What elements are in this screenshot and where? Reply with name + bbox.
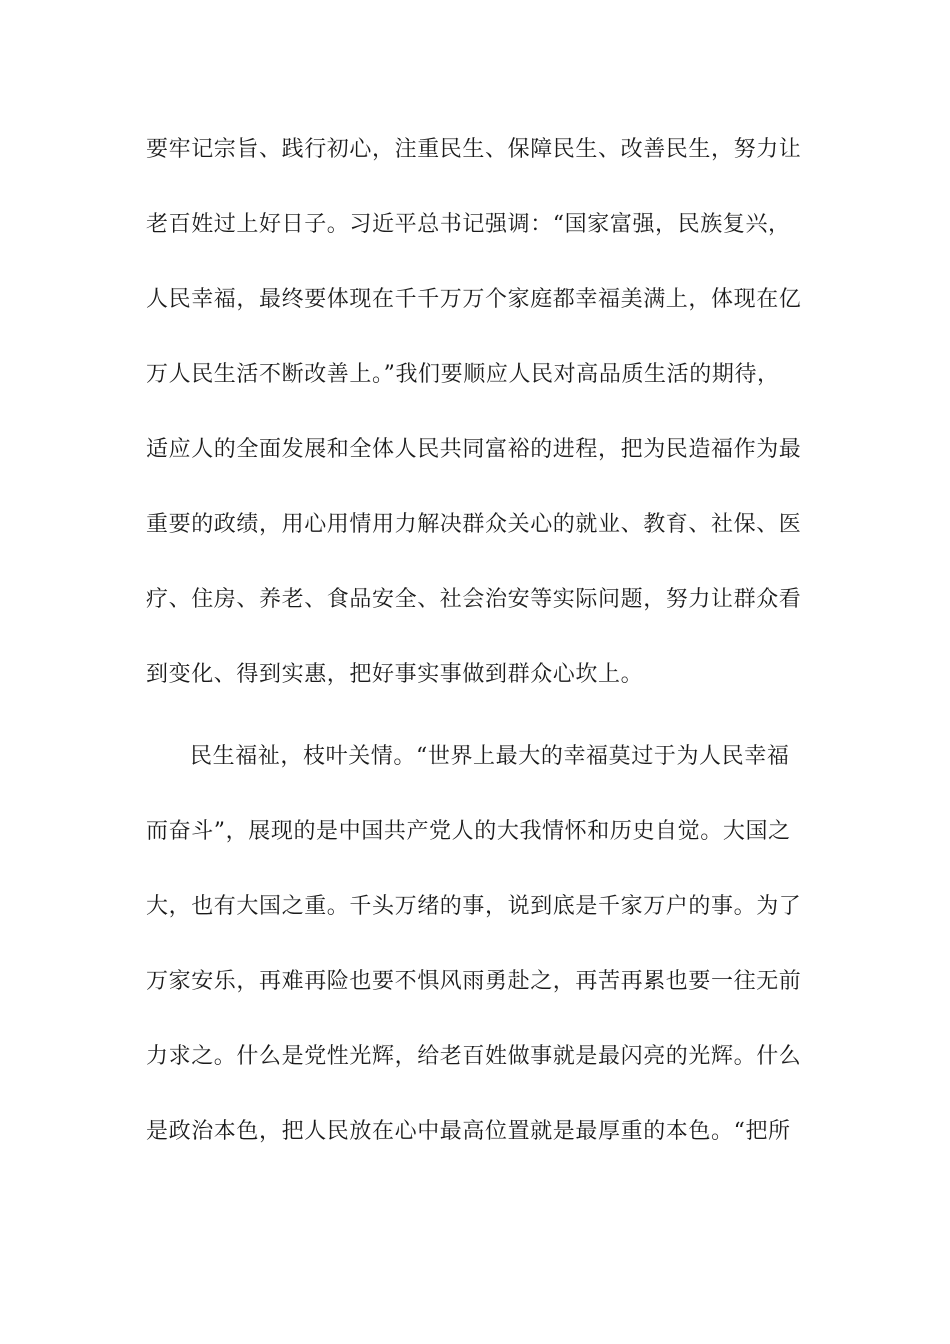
paragraph-1-line-3: 人民幸福，最终要体现在千千万万个家庭都幸福美满上，体现在亿 <box>146 287 802 312</box>
paragraph-1-line-8: 到变化、得到实惠，把好事实事做到群众心坎上。 <box>146 662 644 687</box>
paragraph-2-line-3: 大，也有大国之重。千头万绪的事，说到底是千家万户的事。为了 <box>146 894 802 919</box>
paragraph-2-line-4: 万家安乐，再难再险也要不惧风雨勇赴之，再苦再累也要一往无前 <box>146 969 802 994</box>
paragraph-1-line-5: 适应人的全面发展和全体人民共同富裕的进程，把为民造福作为最 <box>146 437 802 462</box>
paragraph-1-line-1: 要牢记宗旨、践行初心，注重民生、保障民生、改善民生，努力让 <box>146 137 802 162</box>
paragraph-2-line-5: 力求之。什么是党性光辉，给老百姓做事就是最闪亮的光辉。什么 <box>146 1044 802 1069</box>
paragraph-1-line-2: 老百姓过上好日子。习近平总书记强调：“国家富强，民族复兴， <box>146 212 791 237</box>
paragraph-2-line-1: 民生福祉，枝叶关情。“世界上最大的幸福莫过于为人民幸福 <box>190 744 790 769</box>
paragraph-2-line-2: 而奋斗”，展现的是中国共产党人的大我情怀和历史自觉。大国之 <box>146 819 791 844</box>
paragraph-1-line-7: 疗、住房、养老、食品安全、社会治安等实际问题，努力让群众看 <box>146 587 802 612</box>
paragraph-2-line-6: 是政治本色，把人民放在心中最高位置就是最厚重的本色。“把所 <box>146 1119 791 1144</box>
paragraph-1-line-4: 万人民生活不断改善上。”我们要顺应人民对高品质生活的期待， <box>146 362 780 387</box>
paragraph-1-line-6: 重要的政绩，用心用情用力解决群众关心的就业、教育、社保、医 <box>146 512 802 537</box>
